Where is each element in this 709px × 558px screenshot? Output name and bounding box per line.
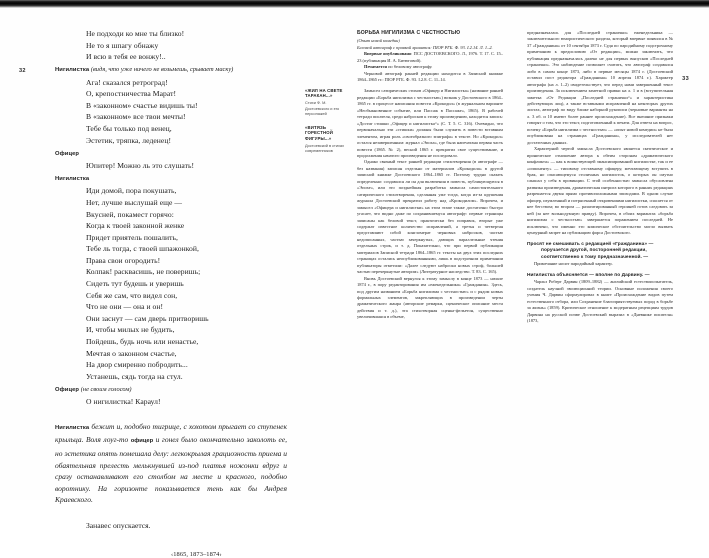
speaker-cue bbox=[55, 64, 305, 76]
scan-top-edge-band bbox=[0, 0, 709, 8]
verse-line: В «законном» счастье видишь ты! bbox=[86, 100, 198, 110]
commentary-paragraph: Замысел сатирических стихов «Офицер и Нигилистка» (название ранней редакции «Борьба нигилизма с честностью») возник у Достоевского в 1864–1865 гг. в процессе написания повести «Крокодил» (в журнальном варианте «Необыкновенное событие, или Пассаж в Пассаже», 1865). В рабочей тетради писателя, среди набросков к этому произведению, находится запись: «Достиг стишки „Офицер и нигилистка“» (С. Т. 5. С. 316). Очевидно, что первоначально эти «стишки» должны были служить в повести вставным элементом, играя роль «своеобразного эпиграфа» в тексте. Но «Крокодил» остался незавершенным: журнал «Эпоха», где была напечатана первая часть повести (1865. № 2), весной 1865 г. прекратил свое существование, и продолжения начатого произведения не последовало. bbox=[357, 88, 503, 158]
verse-line: Не то я шпагу обнажу bbox=[86, 40, 159, 50]
verse-line: Тебе бы только под венец, bbox=[86, 123, 172, 133]
margin-note bbox=[305, 88, 351, 116]
verse-line: Сидеть тут будешь и уверишь bbox=[86, 279, 184, 289]
verse-line: Мечтая о законном счастье, bbox=[86, 348, 177, 358]
first-publication-label: Впервые опубликовано bbox=[364, 51, 412, 57]
verse-line: И, чтобы милых не будить, bbox=[86, 325, 175, 335]
speaker-cue bbox=[55, 384, 305, 396]
left-page bbox=[0, 8, 352, 558]
verse-line: О нигилистка! Караул! bbox=[86, 397, 161, 407]
margin-note bbox=[305, 125, 351, 153]
verse-line: На двор смиренно побродить... bbox=[86, 360, 188, 370]
curtain-line: Занавес опускается. bbox=[86, 520, 151, 530]
margin-note-title: «ЖИЛ НА СВЕТЕ ТАРАКАН...» bbox=[305, 88, 343, 99]
commentary-column-1 bbox=[357, 30, 503, 321]
verse-line: Тебе ль тогда, с твоей шпажонкой, bbox=[86, 244, 199, 254]
stage-text-part-2: и гонел было окончательно заколоть ее, но эстетика опять помешала делу: легкокрылая грациозность приема и обаятельная прелесть мелькнувшей из-под платья ножонки вдруг и сразу останавливают его столбом на месте и красного, подобно воротнику. На горизонте показывается тень как бы Андрея Краевского. bbox=[55, 435, 287, 505]
verse-line: Они заснут — сам дверь притворишь bbox=[86, 313, 209, 323]
verse-line: И всю в тебя ее вонжу!.. bbox=[86, 52, 166, 62]
speaker-name: Офицер bbox=[55, 386, 80, 393]
printed-from-label: Печатается bbox=[364, 64, 387, 70]
verse-line: Юпитер! Можно ль это слушать! bbox=[86, 160, 195, 170]
speaker-name: Нигилистка bbox=[55, 175, 90, 182]
date-stamp: ‹1865, 1873–1874› bbox=[171, 550, 222, 558]
first-publication-text: : ПСС ДОСТОЕВСКОГО. Л., 1976. Т. 17. С. 15–23 (публикация И. А. Битюговой). bbox=[357, 51, 503, 63]
commentary-column-2 bbox=[527, 30, 673, 325]
verse-line: Ага! сказался ретроград! bbox=[86, 77, 168, 87]
verse-line: Вкусней, покамест горячо: bbox=[86, 209, 174, 219]
margin-notes bbox=[305, 88, 351, 162]
verse-line: Пойдешь, будь ночь или ненастье, bbox=[86, 337, 199, 347]
lemma-line-3: соответственно к тому предназначенной. — bbox=[541, 254, 649, 260]
margin-note-title: «ВИТЯЗЬ ГОРЕСТНОЙ ФИГУРЫ...» bbox=[305, 125, 333, 141]
stage-direction: (не своим голосом) bbox=[80, 385, 132, 393]
verse-block bbox=[55, 28, 305, 558]
speaker-cue bbox=[55, 148, 305, 160]
verse-line: В «законном» все твои мечты! bbox=[86, 112, 186, 122]
commentary-paragraph: Однако связный текст ранней редакции стихотворения (в автографе — без названия) записан отдельно от материалов «Крокодила» в другой записной книжке Достоевского 1864–1865 гг. Поэтому трудно сказать определенно: создавался ли он для включения в повесть, публикующуюся в «Эпохе», или это позднейшая разработка замысла самостоятельного сатирического стихотворения, сделанная уже тогда, когда из-за крушения журнала Достоевский прекратил работу над «Крокодилом». Впрочем, и замысел «Офицера и нигилистки» на этом этапе также достаточно быстро угасает, что видно даже по сохранившемуся автографу: первые страницы записаны как беловой текст, практически без поправок, вторые уже содержат известное количество исправлений, а третья и четвертая представляют собой конгломерат черновых набросков, частью недописанных, частью зачеркнутых, дающих параллельные чтения отдельных строк, и т. д. Показательно, что при первой публикации материалов Записной тетради 1864–1865 гг. тексты на двух этих последних страницах остались неопубликованными, лишь в подстрочном примечании публикаторы отметили: «Далее следуют наброски новых строф, большей частью перечеркнутые автором» (Литературное наследство. Т. 83. С. 165). bbox=[357, 159, 503, 275]
lemma-line-2: поручается другой, посторонней редакции, bbox=[541, 248, 647, 254]
stage-direction: (видя, что уже ничего не возьмешь, срывает маску) bbox=[90, 66, 234, 74]
closing-stage-direction bbox=[55, 421, 287, 506]
verse-line: Придет приятель пошалить, bbox=[86, 232, 178, 242]
verse-line: Не подходи ко мне ты близко! bbox=[86, 29, 185, 38]
verse-line: Устанешь, сядь тогда на стул. bbox=[86, 371, 183, 381]
commentary-paragraph: Характерной чертой замысла Достоевского является скептическое и ироническое отношение автора к обеим сторонам «драматического конфликта» — как к воинствующей эмансипированной нигилистке, так и ее «оппоненту» — типовому отставному офицеру, мечтающему вступить в брак, но опасающемуся столичных нигилисток, о которых он смутно слышал у себя в провинции. С этой особенностью замысла обусловлена развязка произведения, драматическая интрига которого в ранних редакциях разрешается двумя прямо противоположными эпизодами. В одном случае офицер, изумленный и потрясенный откровениями нигилистки, спасается от нее бегством; во втором — разагитированный героиней готов следовать за ней (за нее вольнодумную правду). Впрочем, в обоих вариантах «борьба нигилизма с честностью» завершается поражением последней. Не исключено, что именно это комическое обстоятельство могло вызвать цензурный запрет на публикацию фарса Достоевского. bbox=[527, 146, 673, 236]
verse-line: Эстетик, тряпка, леденец! bbox=[86, 135, 172, 145]
manuscript-source-line: Беловой автограф с правкой хранится: ПІОР РГБ. Ф. 93. І.2.14. Л. 1–2. bbox=[357, 44, 493, 50]
commentary-subtitle: (Опыт новой комедии) bbox=[357, 38, 400, 44]
margin-note-body: Стихи Ф. М. Достоевского и его персонажей bbox=[305, 100, 340, 116]
verse-line: Колпак! расквасишь, не поверишь; bbox=[86, 267, 201, 277]
lemma-note-heading bbox=[527, 242, 673, 262]
verse-line: Когда к твоей законной женке bbox=[86, 221, 185, 231]
verse-line: Нет, лучше выслушай еще — bbox=[86, 197, 183, 207]
speaker-name: Нигилистка bbox=[55, 67, 90, 74]
right-page bbox=[352, 8, 709, 500]
stage-text-part-1: бежит и, подобно тигрице, с хохотом прыгает со ступенек крыльца. Воля лоуг-то bbox=[55, 421, 287, 445]
lemma-line-1: Просят не смешивать с редакцией «Гражданина» — bbox=[527, 241, 654, 247]
lemma-note-body: Чарльз Роберт Дарвин (1809–1882) — английский естествоиспытатель, создатель научной эволюционной теории. Основные положения своего учения Ч. Дарвин сформулировал в книге «Происхождение видов путем естественного отбора, или Сохранение благоприятствуемых пород в борьбе за жизнь» (1859). Критическое отношение к модератным рецепциям трудов Дарвина на русской почве Достоевский выразил в «Дневнике писателя» (1873, bbox=[527, 279, 673, 324]
verse-line: Что не они — она и он! bbox=[86, 302, 164, 312]
page-number-right: 33 bbox=[682, 76, 689, 82]
first-publication-paragraph bbox=[357, 51, 503, 64]
commentary-paragraph: предназначалась для «Последней странички» еженедельника — заключительного юмористического раздела, который впервые появился в № 37 «Гражданина» от 10 сентября 1873 г. Судя по пародийному подстрочному примечанию к предисловию «От редакции», можно заключить, что публикация предназначалась далеко не для первых выпусков «Последней странички». Это наблюдение позволяет считать, что автограф создавался либо в самом конце 1873, либо в первые месяцы 1874 г. (Достоевский оставил пост редактора «Гражданина» 10 апреля 1874 г.). Характер автографа (на л. 1–2) свидетельствует, что перед нами завершенный текст произведения. За исключением заметной правки на л. 1 и в (вступительная заметка «От Редакции „Последней странички“» и характеристика действующих лиц), а также вставными исправлений на некоторых других листах, автограф по виду ближе наборной рукописи (черновые варианты на л. 3 об. и 10 имеют более раннее происхождение). Все внешние признаки говорят о том, что это текст, подготовленный к печати. Для ответа на вопрос, почему «Борьба нигилизма с честностью» — «опыт новой комедии» не была опубликована на страницах «Гражданина», у исследователей нет достаточных данных. bbox=[527, 30, 673, 145]
commentary-paragraph: Вновь Достоевский вернулся к этому замыслу в конце 1873 — начале 1874 г., в пору редактирования им «еженедельника» «Гражданин». Здесь, под другим названием «Борьба нигилизма с честностью» и с рядом новых формальных элементов, закрепляющих в произведении черты драматического жанра (авторские ремарки, сценическое описание места действия и т. д.), эта стихотворная сценка-фельетон, существенно увеличившаяся в объеме, bbox=[357, 275, 503, 320]
lemma-line-1: Нигилистка объясняется — вполне по Дарвину. — bbox=[527, 272, 650, 278]
stage-character-name-inline: офицер bbox=[130, 438, 154, 445]
printed-from-text: по беловому автографу. bbox=[386, 64, 433, 70]
speaker-name: Офицер bbox=[55, 150, 80, 157]
lemma-note-body: Примечание носит пародийный характер. bbox=[534, 261, 613, 267]
margin-note-body: Достоевский в стихах современников bbox=[305, 142, 345, 154]
verse-line: О, крепостничества Марат! bbox=[86, 89, 177, 99]
verse-line: Права свои огородить! bbox=[86, 255, 161, 265]
lemma-note bbox=[527, 273, 673, 325]
draft-manuscript-paragraph: Черновой автограф ранней редакции находится в Записной книжке 1864–1865 гг.: ПІОР РГБ. Ф. 93. I.2.8. С. 11–14. bbox=[357, 70, 503, 83]
verse-line: Иди домой, пора покушать, bbox=[86, 186, 177, 196]
book-spread bbox=[0, 8, 709, 558]
lemma-note-heading bbox=[527, 273, 673, 280]
lemma-note bbox=[527, 242, 673, 268]
speaker-cue bbox=[55, 173, 305, 185]
page-number-left: 32 bbox=[19, 68, 26, 74]
stage-character-name: Нигилистка bbox=[55, 424, 90, 431]
verse-line: Себя же сам, что видел сон, bbox=[86, 290, 178, 300]
commentary-section-title: БОРЬБА НИГИЛИЗМА С ЧЕСТНОСТЬЮ bbox=[357, 30, 461, 36]
